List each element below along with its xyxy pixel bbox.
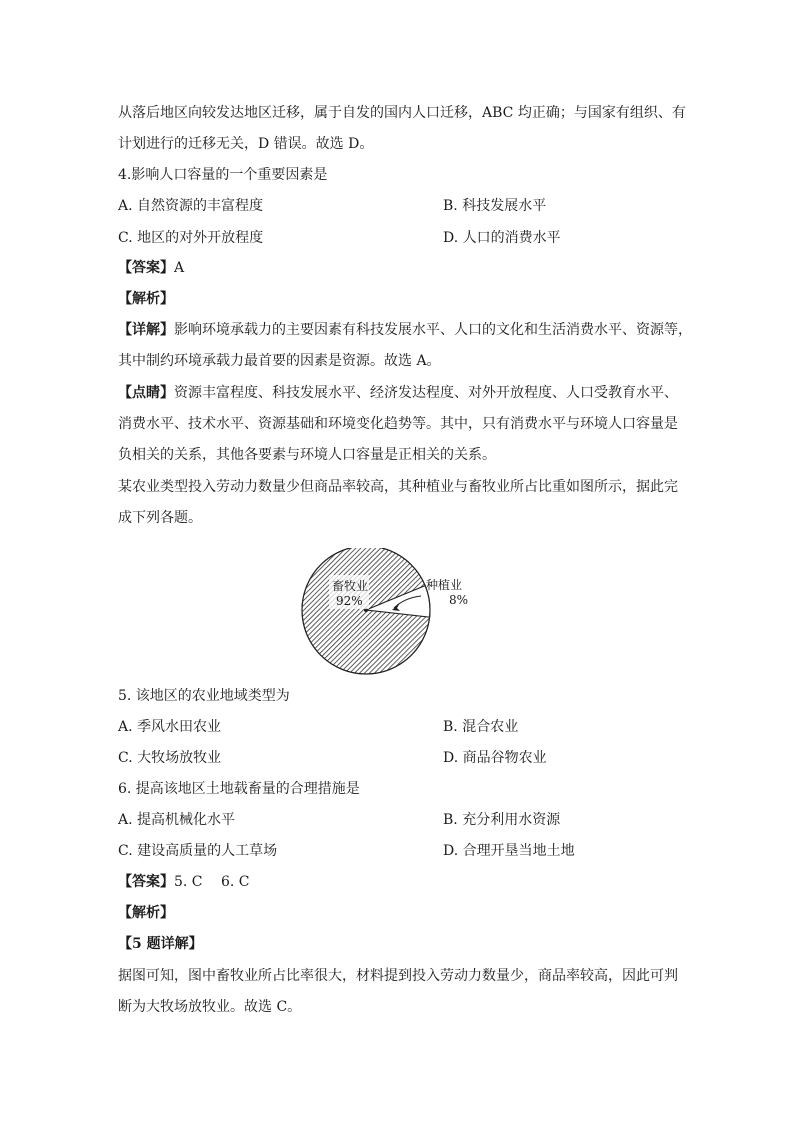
slice-value-livestock: 92% — [336, 594, 363, 608]
q5-detail-tag: 【5 题详解】 — [118, 936, 203, 952]
q5-detail-line-1: 据图可知，图中畜牧业所占比率很大，材料提到投入劳动力数量少，商品率较高，因此可判 — [118, 968, 678, 984]
question-5: 5. 该地区的农业地域类型为 — [118, 688, 290, 704]
answer-tag: 【答案】 — [118, 260, 174, 276]
q4-note-line-2: 消费水平、技术水平、资源基础和环境变化趋势等。其中，只有消费水平与环境人口容量是 — [118, 416, 678, 432]
q4-option-d: D. 人口的消费水平 — [443, 230, 561, 246]
q6-option-a: A. 提高机械化水平 — [118, 812, 236, 828]
detail-tag: 【详解】 — [118, 322, 174, 338]
q5-detail-line-2: 断为大牧场放牧业。故选 C。 — [118, 999, 302, 1015]
q6-option-d: D. 合理开垦当地土地 — [443, 843, 575, 859]
q56-analysis-tag: 【解析】 — [118, 905, 174, 921]
q4-option-a: A. 自然资源的丰富程度 — [118, 198, 264, 214]
q4-option-c: C. 地区的对外开放程度 — [118, 230, 264, 246]
question-6: 6. 提高该地区土地载畜量的合理措施是 — [118, 781, 360, 797]
q4-note-line-3: 负相关的关系，其他各要素与环境人口容量是正相关的关系。 — [118, 447, 496, 463]
slice-label-livestock: 畜牧业 — [332, 579, 369, 593]
q4-note-line-1 — [118, 383, 678, 403]
q4-option-b: B. 科技发展水平 — [443, 198, 547, 214]
q5-option-b: B. 混合农业 — [443, 719, 519, 735]
answer-value: A — [174, 260, 185, 276]
q5-option-d: D. 商品谷物农业 — [443, 750, 547, 766]
material-line-2: 成下列各题。 — [118, 510, 202, 526]
slice-value-crop: 8% — [449, 593, 469, 607]
q5-option-a: A. 季风水田农业 — [118, 719, 222, 735]
q4-answer — [118, 258, 184, 278]
q4-analysis-tag: 【解析】 — [118, 291, 174, 307]
note-tag: 【点睛】 — [118, 385, 174, 401]
q4-detail-line-1 — [118, 320, 692, 340]
q6-option-b: B. 充分利用水资源 — [443, 812, 561, 828]
slice-label-crop: 种植业 — [426, 578, 463, 592]
q5-option-c: C. 大牧场放牧业 — [118, 750, 222, 766]
pie-chart-svg — [296, 548, 496, 676]
intro-line-2: 计划进行的迁移无关，D 错误。故选 D。 — [118, 136, 374, 152]
detail-text: 影响环境承载力的主要因素有科技发展水平、人口的文化和生活消费水平、资源等， — [174, 322, 692, 338]
q6-option-c: C. 建设高质量的人工草场 — [118, 843, 278, 859]
q4-detail-line-2: 其中制约环境承载力最首要的因素是资源。故选 A。 — [118, 353, 441, 369]
answer-value: 5. C 6. C — [174, 874, 250, 890]
pie-chart — [296, 548, 496, 676]
q56-answer — [118, 872, 250, 892]
answer-tag: 【答案】 — [118, 874, 174, 890]
intro-line-1: 从落后地区向较发达地区迁移，属于自发的国内人口迁移，ABC 均正确；与国家有组织、有 — [118, 105, 686, 121]
question-4: 4.影响人口容量的一个重要因素是 — [118, 167, 328, 183]
material-line-1: 某农业类型投入劳动力数量少但商品率较高，其种植业与畜牧业所占比重如图所示，据此完 — [118, 479, 678, 495]
note-text: 资源丰富程度、科技发展水平、经济发达程度、对外开放程度、人口受教育水平、 — [174, 385, 678, 401]
